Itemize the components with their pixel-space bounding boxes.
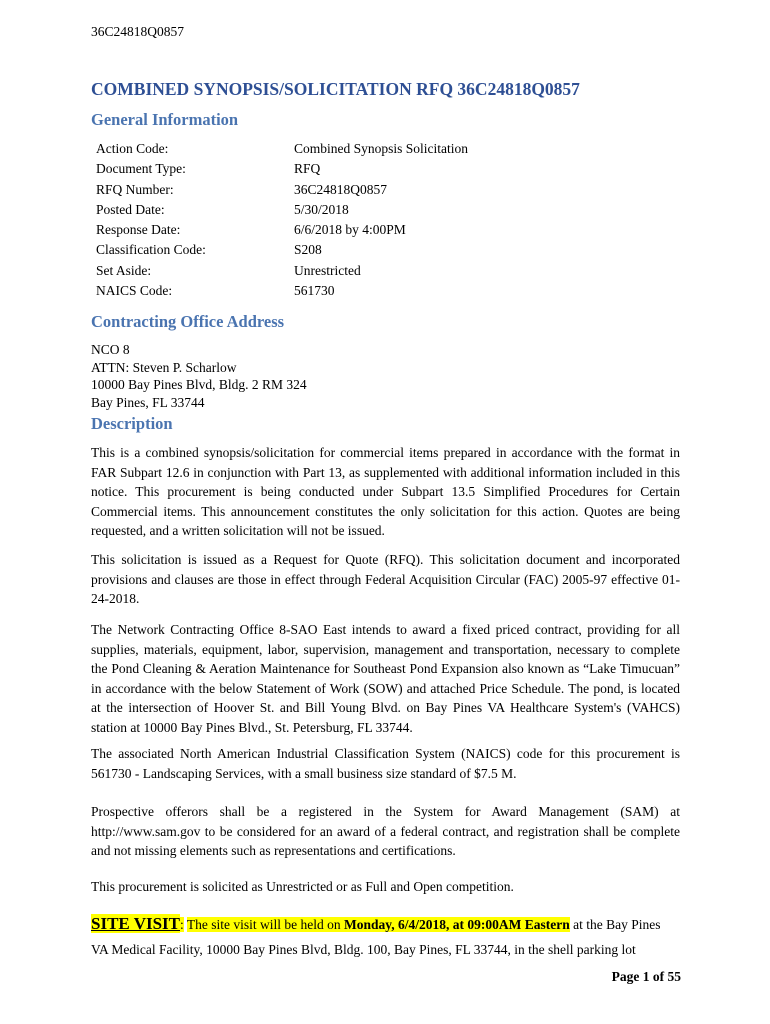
info-row — [96, 263, 468, 283]
description-paragraph: This solicitation is issued as a Request for Quote (RFQ). This solicitation document and incorporated provisions and clauses are those in effect through Federal Acquisition Circular (FAC) 2005-97 effective 01-24-2018. — [91, 552, 680, 606]
description-paragraph: This procurement is solicited as Unrestricted or as Full and Open competition. — [91, 879, 514, 894]
info-row — [96, 222, 468, 242]
site-visit-location: at the Bay Pines VA Medical Facility, 10000 Bay Pines Blvd, Bldg. 100, Bay Pines, FL 33744, in the shell parking lot — [91, 917, 661, 957]
description-paragraph: This is a combined synopsis/solicitation for commercial items prepared in accordance with the format in FAR Subpart 12.6 in conjunction with Part 13, as supplemented with additional information included in this notice. This procurement is being conducted under Subpart 13.5 Simplified Procedures for Certain Commercial items. This announcement constitutes the only solicitation for this action. Quotes are being requested, and a written solicitation will not be issued. — [91, 445, 680, 538]
address-line: NCO 8 — [91, 342, 130, 357]
general-information-table — [96, 141, 468, 303]
site-visit-intro: The site visit will be held on — [186, 917, 345, 932]
info-value: RFQ — [294, 161, 321, 177]
page-title: COMBINED SYNOPSIS/SOLICITATION RFQ 36C24818Q0857 — [91, 79, 580, 99]
info-label: Document Type: — [96, 161, 186, 177]
general-information-heading: General Information — [91, 110, 239, 129]
contracting-office-heading: Contracting Office Address — [91, 312, 285, 331]
info-row — [96, 161, 468, 181]
info-row — [96, 242, 468, 262]
address-line: Bay Pines, FL 33744 — [91, 394, 205, 410]
info-value: 5/30/2018 — [294, 201, 349, 217]
info-label: Set Aside: — [96, 262, 152, 278]
info-label: Posted Date: — [96, 201, 165, 217]
info-value: Combined Synopsis Solicitation — [294, 141, 469, 156]
site-visit-date: Monday, 6/4/2018, at 09:00AM Eastern — [344, 917, 570, 932]
info-row — [96, 182, 468, 202]
info-value: S208 — [294, 242, 322, 258]
site-visit-paragraph — [91, 911, 680, 962]
info-label: RFQ Number: — [96, 181, 174, 197]
description-paragraph: The Network Contracting Office 8-SAO East intends to award a fixed priced contract, providing for all supplies, materials, equipment, labor, supervision, management and transportation, necessary to complete the Pond Cleaning & Aeration Maintenance for Southeast Pond Expansion also known as “Lake Timucuan” in accordance with the below Statement of Work (SOW) and attached Price Schedule. The pond, is located at the intersection of Hoover St. and Bill Young Blvd. on Bay Pines VA Healthcare System's (VAHCS) station at 10000 Bay Pines Blvd., St. Petersburg, FL 33744. — [91, 622, 680, 735]
address-line: ATTN: Steven P. Scharlow — [91, 359, 237, 375]
address-line: 10000 Bay Pines Blvd, Bldg. 2 RM 324 — [91, 377, 307, 392]
info-value: 36C24818Q0857 — [294, 181, 388, 197]
info-row — [96, 283, 468, 303]
info-row — [96, 141, 468, 161]
description-paragraph: The associated North American Industrial Classification System (NAICS) code for this procurement is 561730 - Landscaping Services, with a small business size standard of $7.5 M. — [91, 746, 680, 781]
info-label: Classification Code: — [96, 242, 206, 258]
info-label: Response Date: — [96, 222, 181, 238]
site-visit-label: SITE VISIT — [91, 914, 180, 933]
info-label: Action Code: — [96, 141, 169, 156]
info-label: NAICS Code: — [96, 283, 173, 299]
site-visit-colon: : — [180, 917, 184, 932]
description-heading: Description — [91, 414, 173, 433]
info-value: 561730 — [294, 283, 335, 299]
header-id: 36C24818Q0857 — [91, 24, 185, 39]
info-value: Unrestricted — [294, 262, 361, 278]
description-paragraph: Prospective offerors shall be a registered in the System for Award Management (SAM) at http://www.sam.gov to be considered for an award of a federal contract, and registration shall be complete and not missing elements such as representations and certifications. — [91, 804, 680, 858]
page-number: Page 1 of 55 — [611, 969, 681, 984]
info-value: 6/6/2018 by 4:00PM — [294, 222, 406, 238]
contracting-office-address — [91, 341, 307, 411]
info-row — [96, 202, 468, 222]
